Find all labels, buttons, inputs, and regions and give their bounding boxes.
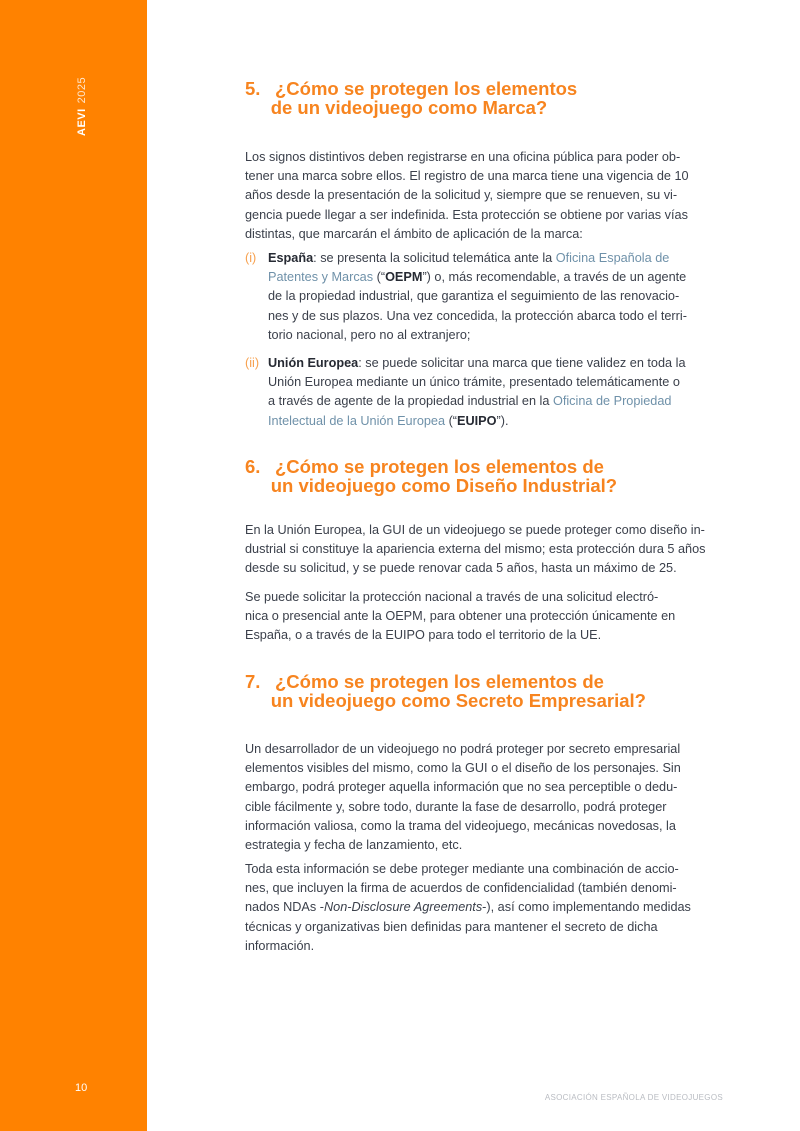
text-run: -), así como implementando medidas técnicas y organizativas bien definidas para mantener el secreto de dicha información. <box>245 900 691 953</box>
bold-term: OEPM <box>385 270 423 285</box>
paragraph <box>245 588 735 646</box>
section-number: 5. <box>245 78 261 99</box>
list-marker: (i) <box>245 251 257 265</box>
paragraph <box>245 521 735 579</box>
bold-term: EUIPO <box>457 413 497 428</box>
section-title: ¿Cómo se protegen los elementos de un videojuego como Marca? <box>270 78 578 118</box>
brand-label: AEVI <box>76 108 88 136</box>
text-run: Un desarrollador de un videojuego no podrá proteger por secreto empresarial elementos visibles del mismo, como la GUI o el diseño de los personajes. Sin embargo, podrá proteger aquella información que no sea perceptible o dedu- cible fácilmente y, sobre todo, durante la fase de desarrollo, podrá proteger información valiosa, como la trama del videojuego, mecánicas novedosas, la estrategia y fecha de lanzamiento, etc. <box>245 742 681 853</box>
text-run: (“ <box>445 413 458 428</box>
bold-term: Unión Europea <box>268 356 359 370</box>
running-header <box>76 77 88 136</box>
text-run: : se puede solicitar una marca que tiene validez en toda la Unión Europea mediante un único trámite, presentado telemáticamente o a través de agente de la propiedad industrial en la <box>268 356 686 409</box>
italic-text: Non-Disclosure Agreements <box>323 900 483 915</box>
page-number: 10 <box>75 1082 88 1094</box>
section-title: ¿Cómo se protegen los elementos de un videojuego como Diseño Industrial? <box>270 456 618 496</box>
text-run: Los signos distintivos deben registrarse en una oficina pública para poder ob- tener una marca sobre ellos. El registro de una marca tiene una vigencia de 10 años desde la presentación de la solicitud y, siempre que se renueven, su vi- gencia puede llegar a ser indefinida. Esta protección se obtiene por varias vías distintas, que marcarán el ámbito de aplicación de la marca: <box>245 150 689 241</box>
paragraph <box>245 740 735 855</box>
text-run: (“ <box>373 270 386 285</box>
text-run: Se puede solicitar la protección nacional a través de una solicitud electró- nica o presencial ante la OEPM, para obtener una protección únicamente en España, o a través de la EUIPO para todo el territorio de la UE. <box>245 590 676 643</box>
year-label: 2025 <box>76 76 88 104</box>
text-run: ”) o, más recomendable, a través de un agente de la propiedad industrial, que garantiza el seguimiento de las renovacio- nes y de sus plazos. Una vez concedida, la protección abarca todo el terri- torio nacional, pero no al extranjero; <box>268 270 687 342</box>
section-heading <box>245 79 577 117</box>
section-number: 6. <box>245 456 261 477</box>
section-title: ¿Cómo se protegen los elementos de un videojuego como Secreto Empresarial? <box>270 671 646 711</box>
list-item-text <box>268 354 738 431</box>
text-run: Toda esta información se debe proteger mediante una combinación de accio- nes, que incluyen la firma de acuerdos de confidencialidad (también denomi- nados NDAs - <box>245 862 679 915</box>
text-run: ”). <box>496 413 509 428</box>
sidebar <box>0 0 147 1131</box>
link[interactable]: Oficina Española de Patentes y Marcas <box>268 251 670 285</box>
bold-term: España <box>268 251 314 265</box>
list-marker: (ii) <box>245 356 260 370</box>
list-item-text <box>268 249 738 345</box>
section-heading <box>245 457 617 495</box>
footer-org-name: ASOCIACIÓN ESPAÑOLA DE VIDEOJUEGOS <box>544 1093 723 1102</box>
section-number: 7. <box>245 671 261 692</box>
text-run: En la Unión Europea, la GUI de un videojuego se puede proteger como diseño in- dustrial si constituye la apariencia externa del mismo; esta protección dura 5 años desde su solicitud, y se puede renovar cada 5 años, hasta un máximo de 25. <box>245 523 706 576</box>
link[interactable]: Oficina de Propiedad Intelectual de la Unión Europea <box>268 394 672 428</box>
section-heading <box>245 672 646 710</box>
paragraph <box>245 148 735 244</box>
paragraph <box>245 860 735 956</box>
text-run: : se presenta la solicitud telemática ante la <box>313 251 556 265</box>
